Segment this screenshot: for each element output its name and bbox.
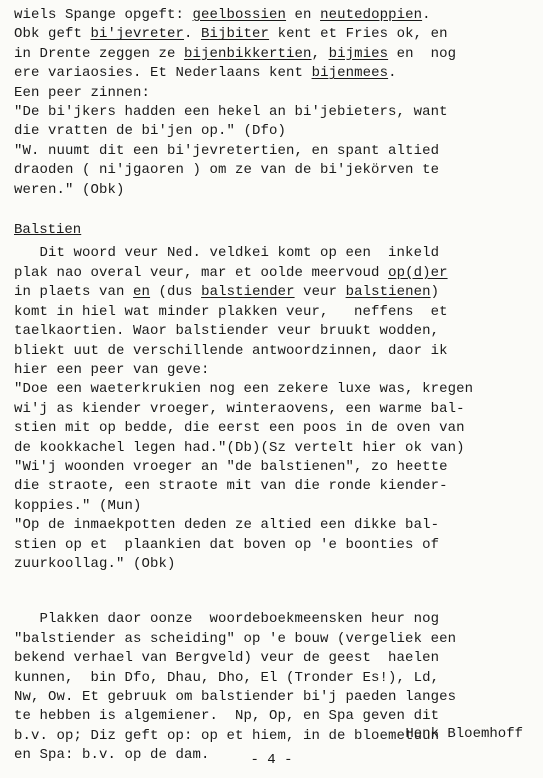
text-run: kent et Fries ok, en bbox=[269, 26, 448, 43]
text-run: Een peer zinnen: bbox=[14, 84, 151, 101]
text-line bbox=[14, 103, 529, 122]
text-line bbox=[14, 688, 529, 707]
author-signature: Henk Bloemhoff bbox=[405, 726, 523, 742]
underlined-term: geelbossien bbox=[192, 7, 287, 23]
text-run: Nw, Ow. Et gebruuk om balstiender bi'j paeden langes bbox=[14, 689, 457, 705]
text-line bbox=[14, 649, 529, 668]
text-line bbox=[14, 555, 529, 574]
text-line bbox=[14, 322, 529, 341]
text-run: stien op et plaankien dat boven op 'e boonties of bbox=[14, 536, 440, 553]
underlined-term: op(d)er bbox=[388, 264, 448, 281]
text-run: b.v. op; Diz geft op: op et hiem, in de bloemetuun bbox=[14, 727, 440, 744]
text-line bbox=[14, 122, 529, 141]
text-run: "Wi'j woonden vroeger an "de balstienen", zo heette bbox=[14, 458, 448, 475]
text-run: wi'j as kiender vroeger, winteraovens, een warme bal- bbox=[14, 400, 465, 417]
text-run: "balstiender as scheiding" op 'e bouw (vergeliek een bbox=[14, 630, 457, 647]
text-line bbox=[14, 64, 529, 83]
underlined-term: neutedoppien bbox=[320, 7, 423, 23]
text-run: "W. nuumt dit een bi'jevretertien, en spant altied bbox=[14, 142, 440, 159]
section-heading: Balstien bbox=[14, 222, 82, 239]
text-run: , bbox=[311, 45, 329, 62]
text-line bbox=[14, 380, 529, 399]
text-run: draoden ( ni'jgaoren ) om ze van de bi'jekörven te bbox=[14, 162, 440, 179]
text-line bbox=[14, 244, 529, 263]
text-line bbox=[14, 142, 529, 161]
text-run: . bbox=[422, 7, 431, 23]
text-run: Obk geft bbox=[14, 26, 91, 43]
text-line bbox=[14, 630, 529, 649]
underlined-term: bijmies bbox=[328, 45, 389, 62]
text-run: "Doe een waeterkrukien nog een zekere luxe was, kregen bbox=[14, 381, 474, 398]
text-run: en bbox=[286, 7, 321, 23]
text-line bbox=[14, 477, 529, 496]
page-number: - 4 - bbox=[250, 752, 293, 768]
text-run: en nog bbox=[388, 45, 457, 62]
text-line bbox=[14, 497, 529, 516]
underlined-term: balstiender bbox=[201, 284, 295, 301]
text-run: hier een peer van geve: bbox=[14, 361, 210, 378]
text-line bbox=[14, 45, 529, 64]
text-run: komt in hiel wat minder plakken veur, neffens et bbox=[14, 303, 448, 320]
text-run: ) bbox=[430, 284, 440, 301]
text-line bbox=[14, 84, 529, 103]
text-line bbox=[14, 400, 529, 419]
text-run: weren." (Obk) bbox=[14, 181, 125, 198]
text-line bbox=[14, 264, 529, 283]
underlined-term: bijenbikkertien bbox=[184, 45, 312, 62]
text-line bbox=[14, 361, 529, 380]
text-run: (dus bbox=[150, 284, 202, 301]
text-run: bekend verhael van Bergveld) veur de geest haelen bbox=[14, 650, 440, 667]
text-line bbox=[14, 536, 529, 555]
text-line bbox=[14, 419, 529, 438]
underlined-term: Bijbiter bbox=[201, 26, 270, 43]
text-run: die vratten de bi'jen op." (Dfo) bbox=[14, 123, 287, 140]
text-run: . bbox=[184, 26, 202, 43]
spacer bbox=[14, 574, 529, 610]
text-run: . bbox=[388, 65, 397, 82]
text-run: ere variaosies. Et Nederlaans kent bbox=[14, 65, 312, 82]
underlined-term: bijenmees bbox=[311, 65, 389, 82]
text-line bbox=[14, 6, 529, 25]
text-line bbox=[14, 458, 529, 477]
underlined-term: en bbox=[133, 284, 151, 301]
text-run: Plakken daor oonze woordeboekmeensken heur nog bbox=[14, 611, 440, 628]
text-run: "Op de inmaekpotten deden ze altied een dikke bal- bbox=[14, 517, 440, 534]
text-run: in Drente zeggen ze bbox=[14, 45, 185, 62]
text-run: bliekt uut de verschillende antwoordzinnen, daor ik bbox=[14, 342, 448, 359]
text-line bbox=[14, 707, 529, 726]
paragraph-balstien bbox=[14, 244, 529, 574]
text-run: stien mit op bedde, die eerst een poos in de oven van bbox=[14, 420, 465, 437]
text-run: in plaets van bbox=[14, 284, 134, 301]
text-run: wiels Spange opgeft: bbox=[14, 7, 193, 23]
text-run: die straote, een straote mit van die ronde kiender- bbox=[14, 478, 448, 495]
text-run: en Spa: b.v. op de dam. bbox=[14, 747, 210, 764]
text-line bbox=[14, 439, 529, 458]
text-line bbox=[14, 669, 529, 688]
text-run: taelkaortien. Waor balstiender veur bruukt wodden, bbox=[14, 323, 440, 340]
text-run: kunnen, bin Dfo, Dhau, Dho, El (Tronder Es!), Ld, bbox=[14, 669, 440, 686]
text-run: Dit woord veur Ned. veldkei komt op een inkeld bbox=[14, 245, 440, 262]
text-run: plak nao overal veur, mar et oolde meervoud bbox=[14, 264, 389, 281]
paragraph-bee-eater-names bbox=[14, 6, 529, 200]
spacer bbox=[14, 200, 529, 221]
text-run: de kookkachel legen had."(Db)(Sz vertelt hier ok van) bbox=[14, 439, 465, 456]
text-line bbox=[14, 516, 529, 535]
text-line bbox=[14, 283, 529, 302]
text-line bbox=[14, 342, 529, 361]
underlined-term: balstienen bbox=[345, 284, 431, 301]
text-line bbox=[14, 610, 529, 629]
text-run: veur bbox=[294, 284, 346, 301]
text-run: zuurkoollag." (Obk) bbox=[14, 555, 176, 572]
text-line bbox=[14, 161, 529, 180]
text-line bbox=[14, 181, 529, 200]
underlined-term: bi'jevreter bbox=[90, 26, 185, 43]
text-line bbox=[14, 303, 529, 322]
text-run: koppies." (Mun) bbox=[14, 497, 142, 514]
text-run: te hebben is algemiener. Np, Op, en Spa geven dit bbox=[14, 708, 440, 725]
text-line bbox=[14, 25, 529, 44]
text-run: "De bi'jkers hadden een hekel an bi'jebieters, want bbox=[14, 104, 448, 121]
